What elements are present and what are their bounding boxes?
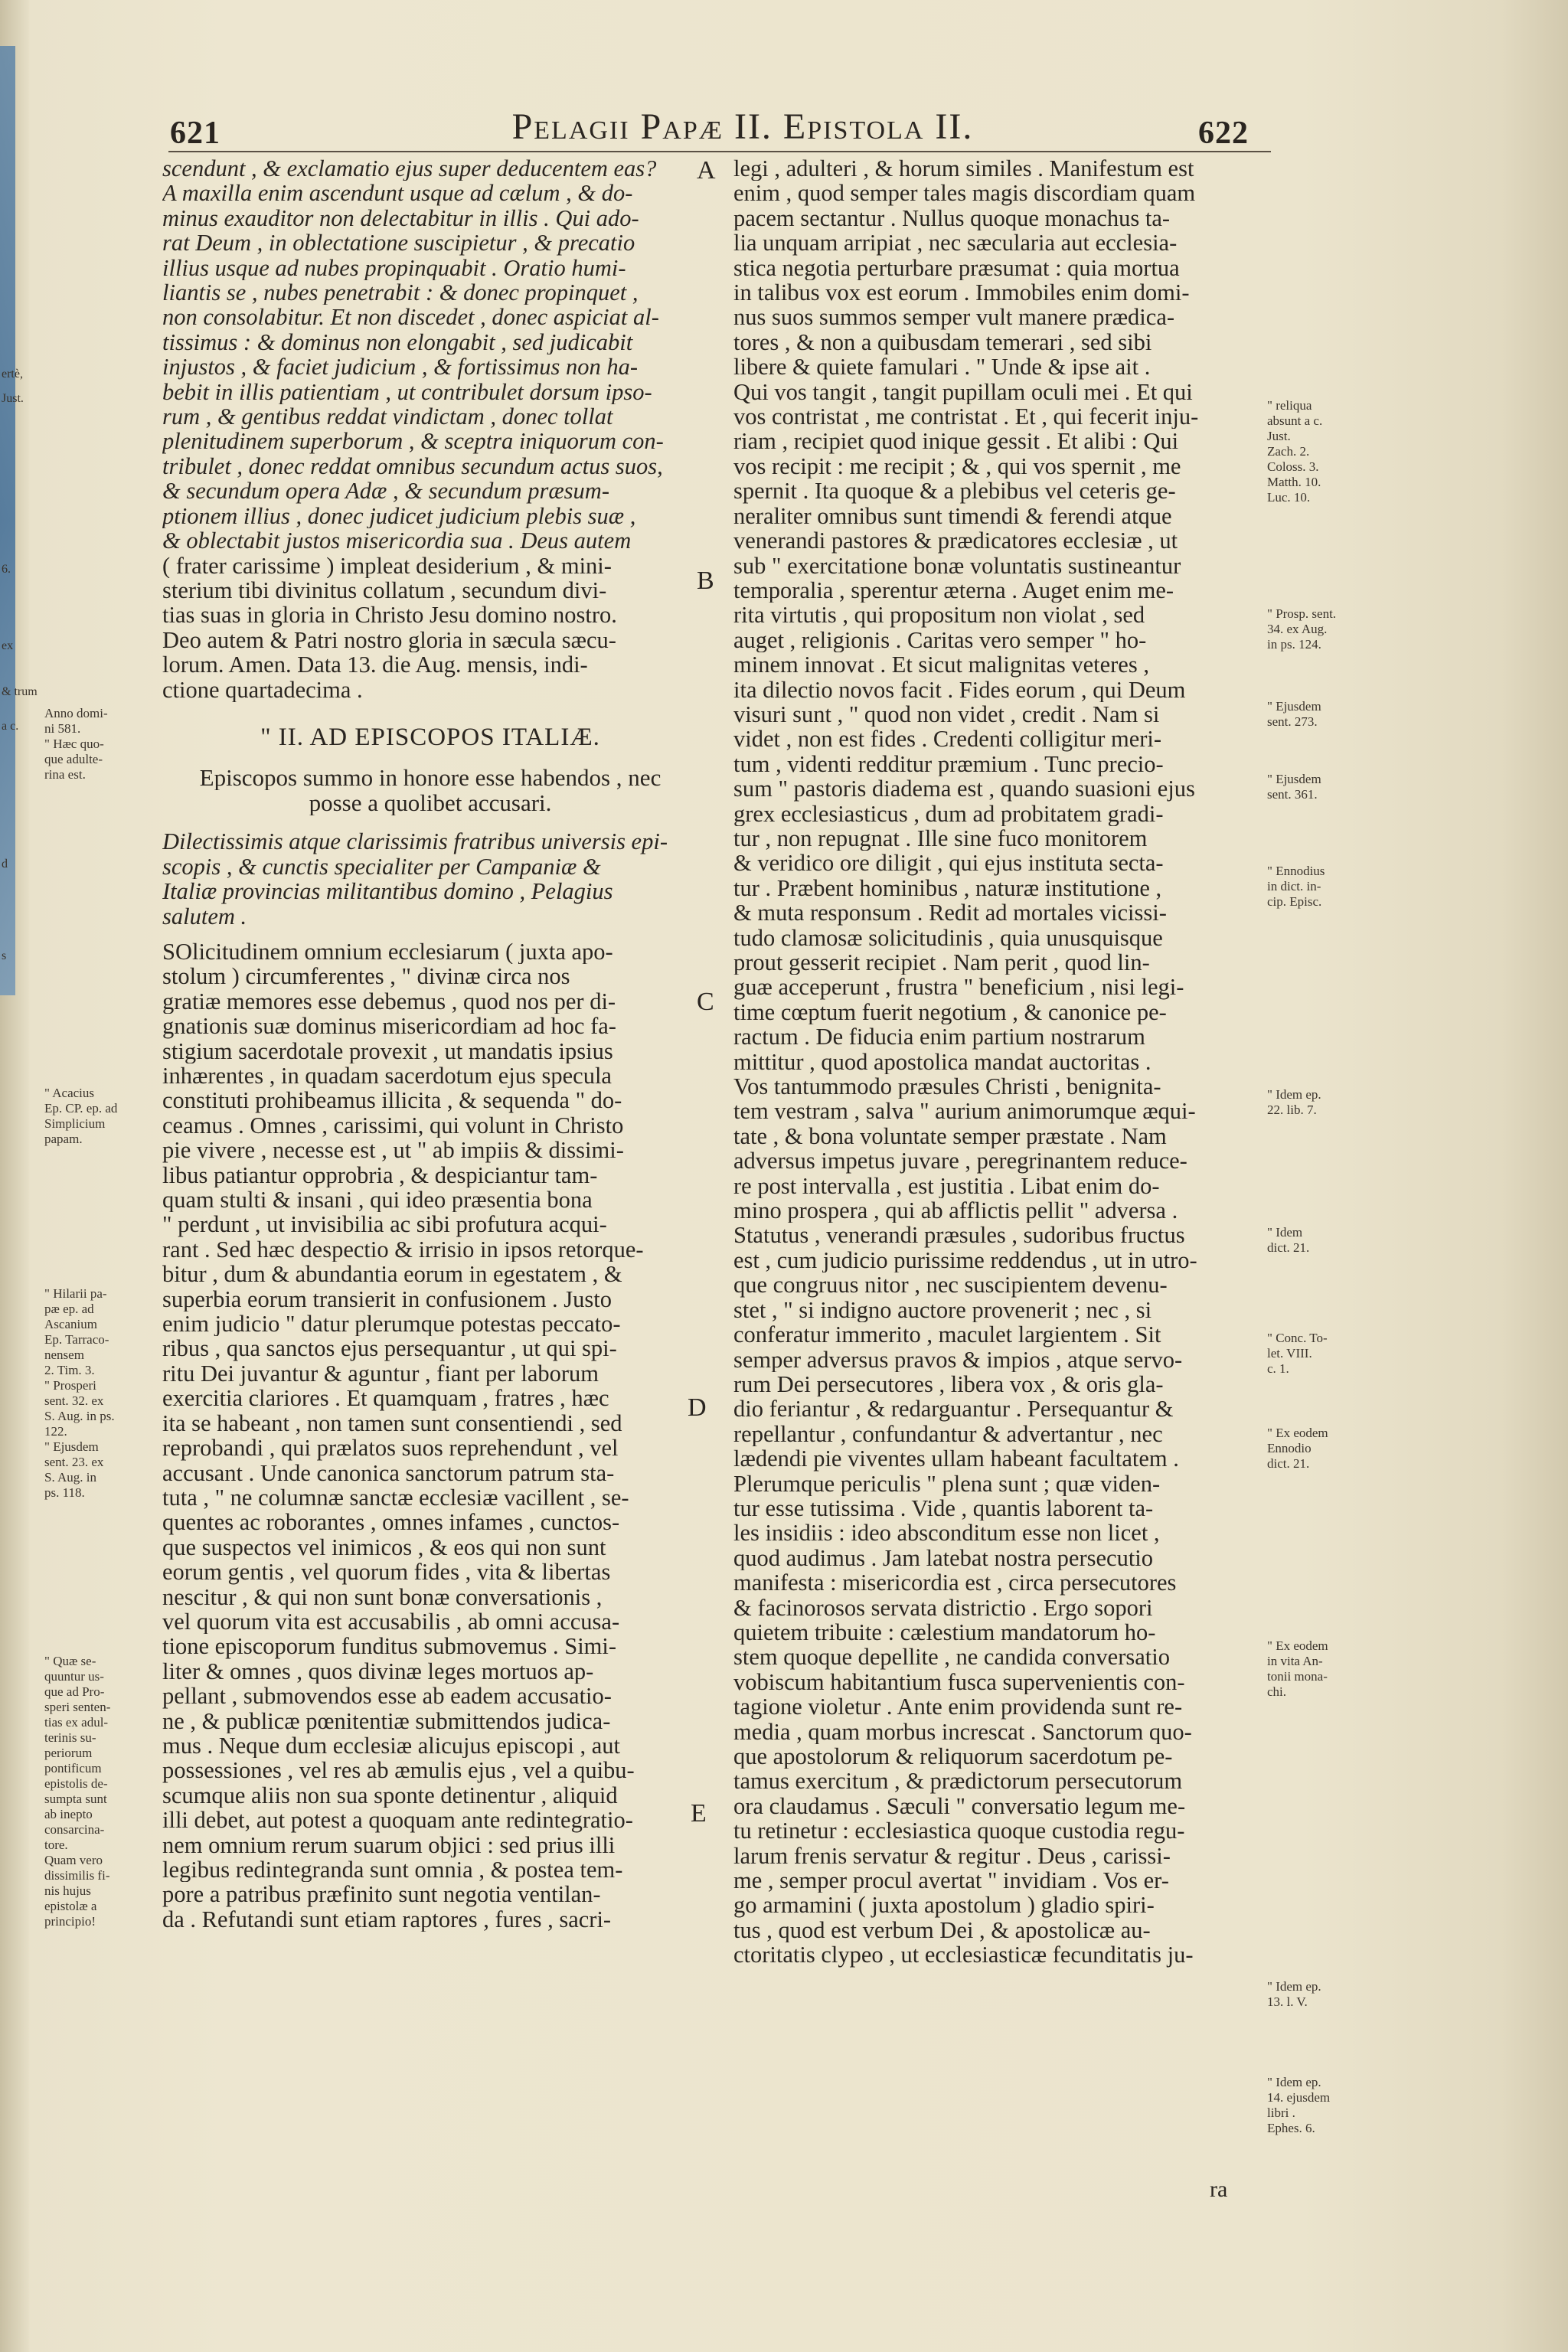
text-line: ( frater carissime ) impleat desiderium , & mini- xyxy=(162,553,612,578)
text-line: sum " pastoris diadema est , quando suasioni ejus xyxy=(733,776,1195,802)
margin-note-left: Anno domi- ni 581. " Hæc quo- que adulte- rina est. xyxy=(44,706,108,782)
text-line: nus suos summos semper vult manere prædica- xyxy=(733,305,1175,330)
text-line: pore a patribus præfinito sunt negotia ventilan- xyxy=(162,1882,601,1907)
edge-fragment: & trum xyxy=(2,685,38,698)
text-line: ractum . De fiducia enim partium nostrarum xyxy=(733,1024,1145,1050)
text-line: enim , quod semper tales magis discordiam quam xyxy=(733,181,1196,206)
text-line: in talibus vox est eorum . Immobiles enim domi- xyxy=(733,280,1190,305)
text-line: legibus redintegranda sunt omnia , & postea tem- xyxy=(162,1857,623,1883)
text-line: grex ecclesiasticus , dum ad probitatem gradi- xyxy=(733,801,1164,826)
text-line: ptionem illius , donec judicet judicium plebis suæ , xyxy=(162,503,636,529)
left-text-column xyxy=(162,156,698,1932)
edge-fragment: 6. xyxy=(2,563,11,576)
margin-note-right: " Prosp. sent. 34. ex Aug. in ps. 124. xyxy=(1267,606,1337,652)
text-line: exercitia clariores . Et quamquam , fratres , hæc xyxy=(162,1386,609,1411)
text-line: stem quoque depellite , ne candida conversatio xyxy=(733,1645,1170,1670)
text-line: que congruus nitor , nec suscipientem devenu- xyxy=(733,1272,1168,1298)
text-line: nem omnium rerum suarum objici : sed prius illi xyxy=(162,1832,616,1857)
text-line: dio feriantur , & redarguantur . Persequantur & xyxy=(733,1396,1174,1422)
section-letter-b: B xyxy=(697,567,714,595)
text-line: tuta , " ne columnæ sanctæ ecclesiæ vacillent , se- xyxy=(162,1485,629,1511)
text-line: reprobandi , qui prælatos suos reprehendunt , vel xyxy=(162,1436,619,1461)
text-line: prout gesserit recipiet . Nam perit , quod lin- xyxy=(733,950,1150,975)
text-line: quentes ac roborantes , omnes infames , cunctos- xyxy=(162,1510,620,1535)
text-line: scopis , & cunctis specialiter per Campaniæ & xyxy=(162,854,601,880)
text-line: riam , recipiet quod inique gessit . Et alibi : Qui xyxy=(733,429,1179,454)
text-line: tu retinetur : ecclesiastica quoque custodia regu- xyxy=(733,1818,1185,1844)
margin-note-left: " Acacius Ep. CP. ep. ad Simplicium papam. xyxy=(44,1086,118,1146)
text-line: illi debet, aut potest a quoquam ante redintegratio- xyxy=(162,1808,633,1833)
text-line: que suspectos vel inimicos , & eos qui non sunt xyxy=(162,1534,606,1560)
text-line: ora claudamus . Sæculi " conversatio legum me- xyxy=(733,1793,1186,1819)
text-line: enim judicio " datur plerumque potestas peccato- xyxy=(162,1312,621,1337)
epistle-body xyxy=(162,939,698,1932)
margin-note-right: " Ejusdem sent. 273. xyxy=(1267,699,1321,729)
text-line: legi , adulteri , & horum similes . Manifestum est xyxy=(733,156,1194,181)
text-line: ribus , qua sanctos ejus persequantur , ut qui spi- xyxy=(162,1336,617,1361)
text-line: media , quam morbus increscat . Sanctorum quo- xyxy=(733,1719,1192,1744)
text-line: & veridico ore diligit , qui ejus instituta secta- xyxy=(733,851,1164,876)
text-line: neraliter omnibus sunt timendi & ferendi atque xyxy=(733,503,1172,529)
text-line: conferatur immerito , maculet largientem . Sit xyxy=(733,1322,1161,1348)
section-letter-a: A xyxy=(697,156,716,185)
text-line: ita dilectio novos facit . Fides eorum , qui Deum xyxy=(733,677,1186,702)
text-line: tur esse tutissima . Vide , quantis laborent ta- xyxy=(733,1495,1154,1521)
text-line: Deo autem & Patri nostro gloria in sæcula sæcu- xyxy=(162,627,616,653)
margin-note-right: " Ennodius in dict. in- cip. Episc. xyxy=(1267,864,1325,909)
text-line: semper adversus pravos & impios , atque servo- xyxy=(733,1347,1183,1372)
margin-note-right: " Idem ep. 22. lib. 7. xyxy=(1267,1087,1321,1117)
text-line: adversus impetus juvare , peregrinantem reduce- xyxy=(733,1148,1187,1174)
text-line: scumque aliis non sua sponte detinentur , aliquid xyxy=(162,1782,618,1808)
margin-note-left: " Quæ se- quuntur us- que ad Pro- speri senten- tias ex adul- terinis su- periorum pontificum epistolis de- sumpta sunt ab inepto consarcina- tore. Quam vero dissimilis fi- nis hujus epistolæ a principio! xyxy=(44,1654,111,1929)
text-line: minem innovat . Et sicut malignitas veteres , xyxy=(733,652,1149,678)
text-line: tur , non repugnat . Ille sine fuco monitorem xyxy=(733,825,1148,851)
text-line: constituti prohibeamus illicita , & sequenda " do- xyxy=(162,1088,622,1113)
text-line: re post intervalla , est justitia . Libat enim do- xyxy=(733,1173,1160,1199)
text-line: ceamus . Omnes , carissimi, qui volunt in Christo xyxy=(162,1112,624,1138)
text-line: nescitur , & qui non sunt bonæ conversationis , xyxy=(162,1584,603,1609)
right-text-column xyxy=(733,156,1262,1968)
text-line: tores , & non a quibusdam temerari , sed sibi xyxy=(733,329,1152,355)
text-line: quam stulti & insani , qui ideo præsentia bona xyxy=(162,1187,593,1213)
text-line: venerandi pastores & prædicatores ecclesiæ , ut xyxy=(733,528,1178,554)
edge-fragment: ex xyxy=(2,639,14,652)
text-line: rat Deum , in oblectatione suscipietur , & precatio xyxy=(162,230,635,256)
text-line: Italiæ provincias militantibus domino , Pelagius xyxy=(162,879,613,904)
page-number-right: 622 xyxy=(1198,116,1249,151)
section-letter-e: E xyxy=(691,1799,707,1828)
text-line: pie vivere , necesse est , ut " ab impiis & dissimi- xyxy=(162,1138,624,1163)
text-line: pacem sectantur . Nullus quoque monachus ta- xyxy=(733,205,1171,231)
text-line: rant . Sed hæc despectio & irrisio in ipsos retorque- xyxy=(162,1236,644,1263)
text-line: rum , & gentibus reddat vindictam , donec tollat xyxy=(162,404,613,430)
text-line: vobiscum habitantium fusca supervenientis con- xyxy=(733,1669,1185,1695)
text-line: time cœptum fuerit negotium , & canonice pe- xyxy=(733,999,1167,1025)
text-line: vos contristat , me contristat . Et , qui fecerit inju- xyxy=(733,404,1199,430)
adjacent-page-edge xyxy=(0,46,15,995)
margin-note-right: " Idem ep. 13. l. V. xyxy=(1267,1979,1321,2009)
text-line: stigium sacerdotale provexit , ut mandatis ipsius xyxy=(162,1038,613,1063)
text-line: vel quorum vita est accusabilis , ab omni accusa- xyxy=(162,1609,620,1635)
text-line: sub " exercitatione bonæ voluntatis sustineantur xyxy=(733,553,1181,578)
text-line: & facinorosos servata districtio . Ergo sopori xyxy=(733,1595,1153,1620)
text-line: scendunt , & exclamatio ejus super deducentem eas? xyxy=(162,156,657,181)
text-line: tus , quod est verbum Dei , & apostolicæ au- xyxy=(733,1917,1151,1943)
text-line: mus . Neque dum ecclesiæ alicujus episcopi , aut xyxy=(162,1733,620,1759)
text-line: lia unquam arripiat , nec sæcularia aut ecclesia- xyxy=(733,230,1178,256)
text-line: non consolabitur. Et non discedet , donec aspiciat al- xyxy=(162,305,659,330)
text-line: quod audimus . Jam latebat nostra persecutio xyxy=(733,1545,1154,1571)
margin-note-right: " Ejusdem sent. 361. xyxy=(1267,772,1321,802)
edge-fragment: d xyxy=(2,858,8,871)
text-line: Plerumque periculis " plena sunt ; quæ viden- xyxy=(733,1471,1161,1496)
text-line: libere & quiete famulari . " Unde & ipse ait . xyxy=(733,354,1151,380)
text-line: ritu Dei juvantur & aguntur , fiant per laborum xyxy=(162,1361,599,1387)
header-rule xyxy=(168,151,1271,152)
text-line: tissimus : & dominus non elongabit , sed judicabit xyxy=(162,329,633,355)
text-line: ctoritatis clypeo , ut ecclesiasticæ fecunditatis ju- xyxy=(733,1942,1194,1968)
text-line: Qui vos tangit , tangit pupillam oculi mei . Et qui xyxy=(733,379,1193,405)
text-line: bitur , dum & abundantia eorum in egestatem , & xyxy=(162,1262,622,1287)
text-line: liantis se , nubes penetrabit : & donec propinquet , xyxy=(162,280,639,305)
text-line: ita se habeant , non tamen sunt consentiendi , sed xyxy=(162,1410,622,1436)
text-line: guæ acceperunt , frustra " beneficium , nisi legi- xyxy=(733,975,1184,1000)
text-line: salutem . xyxy=(162,903,247,929)
text-line: stolum ) circumferentes , " divinæ circa nos xyxy=(162,964,570,989)
text-line: tione episcoporum funditus submovemus . Simi- xyxy=(162,1634,617,1659)
text-line: eorum gentis , vel quorum fides , vita & libertas xyxy=(162,1560,611,1585)
epistle-summary xyxy=(162,765,698,815)
text-line: mittitur , quod apostolica mandat auctoritas . xyxy=(733,1049,1152,1075)
text-line: vos recipit : me recipit ; & , qui vos spernit , me xyxy=(733,453,1181,479)
text-line: gratiæ memores esse debemus , quod nos per di- xyxy=(162,988,616,1014)
edge-fragment: a c. xyxy=(2,720,19,733)
edge-fragment: ertè, xyxy=(2,368,23,381)
text-line: lorum. Amen. Data 13. die Aug. mensis, indi- xyxy=(162,652,588,678)
text-line: & secundum opera Adæ , & secundum præsum- xyxy=(162,479,609,504)
text-line: quietem tribuite : cælestium mandatorum ho- xyxy=(733,1619,1156,1645)
text-line: injustos , & faciet judicium , & fortissimus non ha- xyxy=(162,354,639,380)
text-line: possessiones , vel res ab æmulis ejus , vel a quibu- xyxy=(162,1758,635,1783)
text-line: temporalia , sperentur æterna . Auget enim me- xyxy=(733,577,1174,603)
margin-note-right: " Ex eodem in vita An- tonii mona- chi. xyxy=(1267,1638,1328,1699)
text-line: lædendi pie viventes ullam habeant facultatem . xyxy=(733,1446,1179,1472)
margin-note-left: " Hilarii pa- pæ ep. ad Ascanium Ep. Tarraco- nensem 2. Tim. 3. " Prosperi sent. 32. ex S. Aug. in ps. 122. " Ejusdem sent. 23. ex S. Aug. in ps. 118. xyxy=(44,1286,115,1500)
margin-note-right: " Idem dict. 21. xyxy=(1267,1225,1310,1255)
text-line: videt , non est fides . Credenti colligitur meri- xyxy=(733,727,1162,752)
text-line: ctione quartadecima . xyxy=(162,677,363,702)
text-line: stet , " si indigno auctore provenerit ; nec , si xyxy=(733,1297,1152,1323)
text-line: accusant . Unde canonica sanctorum patrum sta- xyxy=(162,1460,615,1485)
text-line: gnationis suæ dominus misericordiam ad hoc fa- xyxy=(162,1014,616,1039)
text-line: SOlicitudinem omnium ecclesiarum ( juxta apo- xyxy=(162,939,613,965)
text-line: visuri sunt , " quod non videt , credit . Nam si xyxy=(733,701,1160,727)
text-line: mino prospera , qui ab afflictis pellit " adversa . xyxy=(733,1198,1178,1223)
text-line: libus patiantur opprobria , & despiciantur tam- xyxy=(162,1162,598,1188)
page-number-left: 621 xyxy=(170,116,220,151)
margin-note-right: " Conc. To- let. VIII. c. 1. xyxy=(1267,1331,1328,1376)
text-line: & muta responsum . Redit ad mortales vicissi- xyxy=(733,900,1167,926)
epistle-body-continued xyxy=(733,156,1262,1968)
text-line: que apostolorum & reliquorum sacerdotum pe- xyxy=(733,1744,1173,1769)
text-line: go armamini ( juxta apostolum ) gladio spiri- xyxy=(733,1893,1155,1918)
text-line: Vos tantummodo præsules Christi , benignita- xyxy=(733,1074,1161,1099)
text-line: tamus exercitum , & prædictorum persecutorum xyxy=(733,1769,1183,1794)
text-line: larum frenis servatur & regitur . Deus , carissi- xyxy=(733,1843,1171,1869)
text-line: & oblectabit justos misericordia sua . Deus autem xyxy=(162,528,632,554)
text-line: tem vestram , salva " aurium animorumque æqui- xyxy=(733,1099,1196,1124)
text-line: stica negotia perturbare præsumat : quia mortua xyxy=(733,255,1180,281)
text-line: tudo clamosæ solicitudinis , quia unusquisque xyxy=(733,925,1163,950)
margin-note-right: " reliqua absunt a c. Just. Zach. 2. Coloss. 3. Matth. 10. Luc. 10. xyxy=(1267,398,1323,505)
text-line: rum Dei persecutores , libera vox , & oris gla- xyxy=(733,1371,1164,1397)
text-line: rita virtutis , qui propositum non violat , sed xyxy=(733,603,1145,628)
text-line: tias suas in gloria in Christo Jesu domino nostro. xyxy=(162,603,617,628)
catchword: ra xyxy=(1210,2177,1228,2202)
text-line: superbia eorum transierit in confusionem . Justo xyxy=(162,1286,612,1312)
text-line: bebit in illis patientiam , ut contribulet dorsum ipso- xyxy=(162,379,652,405)
text-line: repellantur , confundantur & advertantur , nec xyxy=(733,1421,1163,1447)
text-line: Dilectissimis atque clarissimis fratribus universis epi- xyxy=(162,829,668,854)
text-line: manifesta : misericordia est , circa persecutores xyxy=(733,1570,1177,1596)
section-letter-d: D xyxy=(688,1393,707,1422)
text-line: tribulet , donec reddat omnibus secundum actus suos, xyxy=(162,453,663,479)
text-line: da . Refutandi sunt etiam raptores , fures , sacri- xyxy=(162,1906,612,1932)
text-line: tagione violetur . Ante enim providenda sunt re- xyxy=(733,1694,1183,1720)
edge-fragment: Just. xyxy=(2,392,24,405)
text-line: ne , & publicæ pœnitentiæ submittendos judica- xyxy=(162,1708,611,1733)
text-line: me , semper procul avertat " invidiam . Vos er- xyxy=(733,1868,1169,1893)
text-line: les insidiis : ideo absconditum esse non licet , xyxy=(733,1521,1160,1546)
text-line: Episcopos summo in honore esse habendos , nec xyxy=(199,765,662,791)
epistle-conclusion xyxy=(162,156,698,702)
text-line: Statutus , venerandi præsules , sudoribus fructus xyxy=(733,1223,1185,1248)
epistle-address xyxy=(162,829,698,929)
text-line: est , cum judicio purissime reddendus , ut in utro- xyxy=(733,1247,1197,1273)
text-line: inhærentes , in quadam sacerdotum ejus specula xyxy=(162,1063,612,1089)
margin-note-right: " Idem ep. 14. ejusdem libri . Ephes. 6. xyxy=(1267,2075,1331,2135)
text-line: spernit . Ita quoque & a plebibus vel ceteris ge- xyxy=(733,479,1176,504)
text-line: plenitudinem superborum , & sceptra iniquorum con- xyxy=(162,429,664,454)
edge-fragment: s xyxy=(2,949,7,962)
text-line: tum , videnti redditur præmium . Tunc precio- xyxy=(733,751,1164,777)
text-line: A maxilla enim ascendunt usque ad cælum , & do- xyxy=(162,181,633,206)
text-line: minus exauditor non delectabitur in illis . Qui ado- xyxy=(162,205,639,231)
text-line: pellant , submovendos esse ab eadem accusatio- xyxy=(162,1684,612,1709)
text-line: sterium tibi divinitus collatum , secundum divi- xyxy=(162,577,607,603)
running-head: Pelagii Papæ II. Epistola II. xyxy=(511,106,974,147)
section-letter-c: C xyxy=(697,988,714,1016)
margin-note-right: " Ex eodem Ennodio dict. 21. xyxy=(1267,1426,1328,1471)
section-heading: " II. AD EPISCOPOS ITALIÆ. xyxy=(260,723,600,751)
text-line: posse a quolibet accusari. xyxy=(309,790,552,816)
text-line: auget , religionis . Caritas vero semper " ho- xyxy=(733,627,1147,653)
text-line: tate , & bona voluntate semper præstate . Nam xyxy=(733,1123,1167,1149)
text-line: tur . Præbent hominibus , naturæ institutione , xyxy=(733,875,1162,901)
text-line: " perdunt , ut invisibilia ac sibi profutura acqui- xyxy=(162,1212,607,1237)
text-line: liter & omnes , quos divinæ leges mortuos ap- xyxy=(162,1658,594,1684)
text-line: illius usque ad nubes propinquabit . Oratio humi- xyxy=(162,255,626,281)
